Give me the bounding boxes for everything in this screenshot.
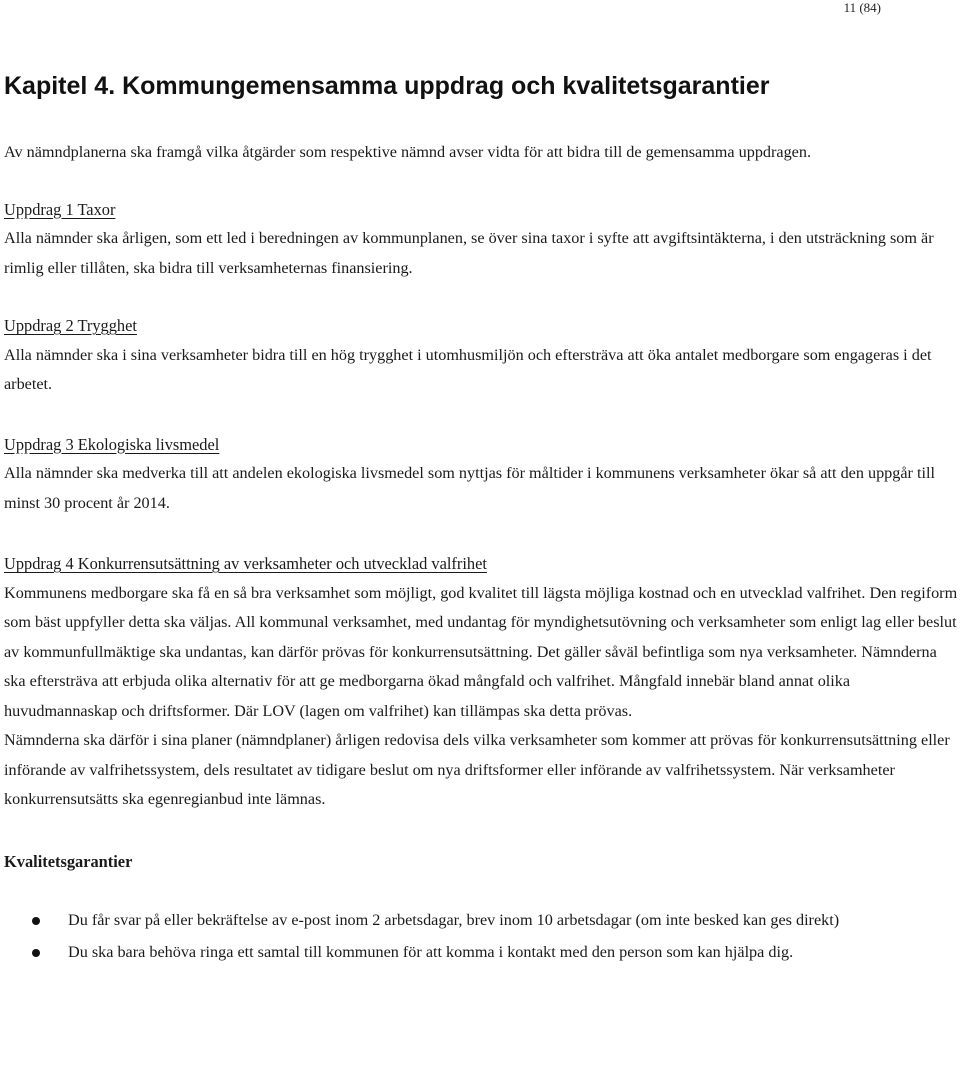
section-heading: Uppdrag 2 Trygghet — [4, 316, 137, 335]
guarantees-heading: Kvalitetsgarantier — [4, 851, 133, 871]
section-body: Kommunens medborgare ska få en så bra verksamhet som möjligt, god kvalitet till lägsta möjliga kostnad och en utvecklad valfrihet. Den regiform som bäst uppfyller detta ska väljas. All kommunal verksamhet, med undantag för myndighetsutövning och verksamheter som enligt lag eller beslut av kommunfullmäktige ska undantas, kan därför prövas för konkurrensutsättning. Det gäller såväl befintliga som nya verksamheter. Nämnderna ska eftersträva att erbjuda olika alternativ för att ge medborgarna ökad mångfald och valfrihet. Mångfald innebär bland annat olika huvudmannaskap och driftsformer. Där LOV (lagen om valfrihet) kan tillämpas ska detta prövas. — [4, 583, 958, 720]
section-uppdrag-4 — [4, 549, 958, 815]
section-heading: Uppdrag 4 Konkurrensutsättning av verksamheter och utvecklad valfrihet — [4, 554, 487, 573]
bullet-icon — [32, 917, 40, 925]
guarantees-list — [4, 906, 958, 967]
section-uppdrag-1 — [4, 195, 958, 284]
section-body-continued: Nämnderna ska därför i sina planer (nämndplaner) årligen redovisa dels vilka verksamheter som kommer att prövas för konkurrensutsättning eller införande av valfrihetssystem, dels resultatet av tidigare beslut om nya driftsformer eller införande av valfrihetssystem. När verksamheter konkurrensutsätts ska egenregianbud inte lämnas. — [4, 731, 950, 808]
page-number: 11 (84) — [843, 0, 881, 15]
list-item-text: Du ska bara behöva ringa ett samtal till kommunen för att komma i kontakt med den person som kan hjälpa dig. — [68, 942, 794, 961]
document-body — [4, 138, 958, 969]
section-body: Alla nämnder ska årligen, som ett led i beredningen av kommunplanen, se över sina taxor i syfte att avgiftsintäkterna, i den utsträckning som är rimlig eller tillåten, ska bidra till verksamheternas finansiering. — [4, 229, 934, 277]
list-item-text: Du får svar på eller bekräftelse av e-post inom 2 arbetsdagar, brev inom 10 arbetsdagar (om inte besked kan ges direkt) — [68, 911, 840, 929]
quality-guarantees — [4, 847, 958, 968]
section-body: Alla nämnder ska medverka till att andelen ekologiska livsmedel som nyttjas för måltider i kommunens verksamheter ökar så att den uppgår till minst 30 procent år 2014. — [4, 464, 935, 512]
section-heading: Uppdrag 3 Ekologiska livsmedel — [4, 434, 220, 454]
section-body: Alla nämnder ska i sina verksamheter bidra till en hög trygghet i utomhusmiljön och eftersträva att öka antalet medborgare som engageras i det arbetet. — [4, 345, 932, 393]
section-heading: Uppdrag 1 Taxor — [4, 199, 116, 219]
chapter-intro: Av nämndplanerna ska framgå vilka åtgärder som respektive nämnd avser vidta för att bidra till de gemensamma uppdragen. — [4, 143, 811, 161]
list-item — [4, 938, 958, 968]
chapter-title: Kapitel 4. Kommungemensamma uppdrag och kvalitetsgarantier — [4, 72, 770, 100]
list-item — [4, 906, 958, 936]
section-uppdrag-3 — [4, 430, 958, 519]
section-uppdrag-2 — [4, 311, 958, 400]
bullet-icon — [32, 949, 40, 957]
